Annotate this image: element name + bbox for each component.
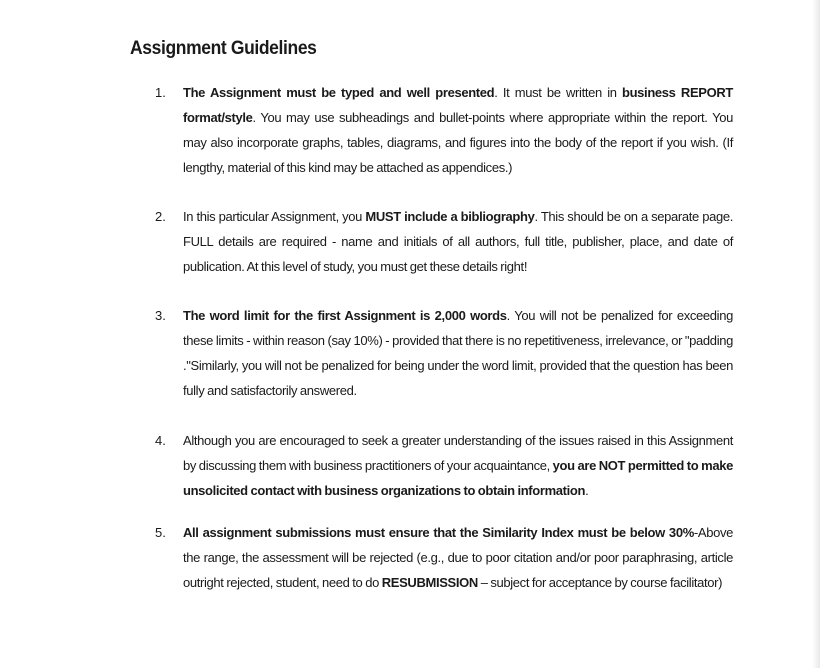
item-text-bold: MUST include a bibliography bbox=[365, 209, 535, 224]
page-edge-shadow bbox=[812, 0, 820, 668]
item-number: 1. bbox=[155, 85, 166, 100]
item-number: 2. bbox=[155, 209, 166, 224]
item-text-regular: . This should be on a separate page. FULL details are required - name and initials of all authors, full title, publisher, place, and date of publication. At this level of study, you must get these details right! bbox=[183, 209, 734, 274]
item-text-regular: -Above the range, the assessment will be rejected (e.g., due to poor citation and/or poor paraphrasing, article outright rejected, student, need to do bbox=[183, 525, 733, 590]
item-text-bold: The Assignment must be typed and well presented bbox=[183, 85, 495, 100]
item-text bbox=[183, 204, 733, 279]
item-number: 5. bbox=[155, 525, 166, 540]
item-text-bold: The word limit for the first Assignment is 2,000 words bbox=[183, 308, 507, 323]
item-text bbox=[183, 428, 733, 503]
item-text-bold: RESUBMISSION bbox=[381, 575, 478, 590]
item-number: 4. bbox=[155, 433, 166, 448]
item-text bbox=[183, 303, 733, 403]
item-text-regular: . It must be written in bbox=[494, 85, 622, 100]
item-text-regular: – subject for acceptance by course facilitator) bbox=[477, 575, 723, 590]
item-text-regular: In this particular Assignment, you bbox=[183, 209, 366, 224]
item-text-bold: All assignment submissions must ensure that the Similarity Index must be below 30% bbox=[183, 525, 694, 540]
item-text-bold: you are NOT permitted to make unsolicited contact with business organizations to obtain information bbox=[183, 458, 733, 498]
item-text-regular: . bbox=[585, 483, 589, 498]
item-text-bold: business REPORT format/style bbox=[183, 85, 733, 125]
item-text-regular: Although you are encouraged to seek a greater understanding of the issues raised in this Assignment by discussing them with business practitioners of your acquaintance, bbox=[183, 433, 733, 473]
item-text-regular: . You may use subheadings and bullet-points where appropriate within the report. You may also incorporate graphs, tables, diagrams, and figures into the body of the report if you wish. (If lengthy, material of this kind may be attached as appendices.) bbox=[183, 110, 733, 175]
item-text bbox=[183, 80, 733, 180]
item-text-regular: . You will not be penalized for exceeding these limits - within reason (say 10%) - provided that there is no repetitiveness, irrelevance, or "padding ."Similarly, you will not be penalized for being under the word limit, provided that the question has been fully and satisfactorily answered. bbox=[183, 308, 733, 398]
item-number: 3. bbox=[155, 308, 166, 323]
document-title: Assignment Guidelines bbox=[130, 38, 317, 59]
item-text bbox=[183, 520, 733, 595]
